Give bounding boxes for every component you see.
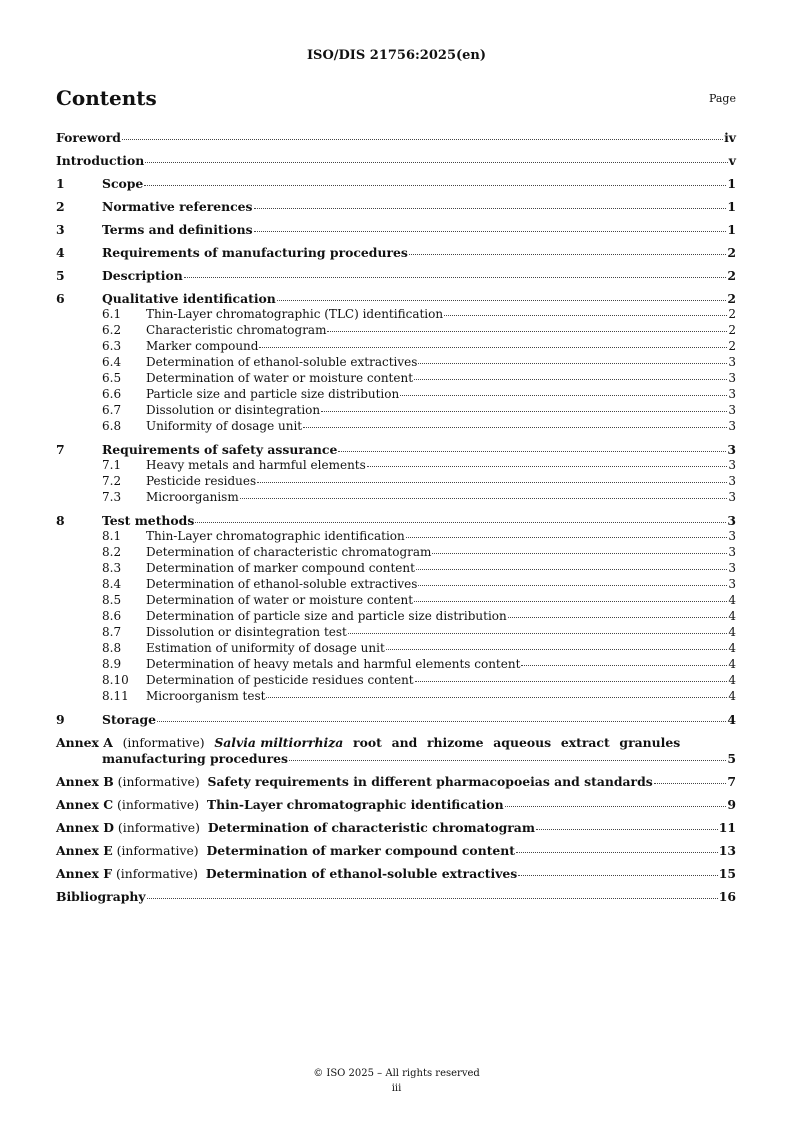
toc-title: Determination of heavy metals and harmful elements content xyxy=(146,657,521,671)
copyright-notice: © ISO 2025 – All rights reserved xyxy=(313,1068,480,1079)
toc-title: Test methods xyxy=(102,513,195,528)
toc-entry-section-1[interactable] xyxy=(56,176,736,192)
section-number: 9 xyxy=(56,712,65,727)
toc-title: Requirements of safety assurance xyxy=(102,442,338,457)
toc-page: 3 xyxy=(728,545,736,559)
toc-page: 3 xyxy=(728,371,736,385)
toc-entry-subsection-8-6[interactable] xyxy=(56,609,736,625)
toc-page: 4 xyxy=(728,641,736,655)
leader-dots xyxy=(416,568,727,570)
toc-page: 4 xyxy=(728,625,736,639)
annex-label: Annex E xyxy=(56,843,113,858)
leader-dots xyxy=(518,874,717,876)
toc-page: 1 xyxy=(727,222,736,237)
section-number: 7 xyxy=(56,442,65,457)
document-id: ISO/DIS 21756:2025(en) xyxy=(306,48,487,63)
toc-entry-subsection-8-5[interactable] xyxy=(56,593,736,609)
toc-page: 2 xyxy=(728,339,736,353)
toc-title: Determination of ethanol-soluble extractives xyxy=(146,355,418,369)
leader-dots xyxy=(289,759,726,761)
toc-title: Marker compound xyxy=(146,339,259,353)
toc-entry-foreword[interactable] xyxy=(56,130,736,146)
page-footer xyxy=(0,1066,793,1096)
toc-page: 4 xyxy=(728,657,736,671)
annex-info: (informative) xyxy=(117,797,200,812)
toc-entry-subsection-6-4[interactable] xyxy=(56,355,736,371)
subsection-number: 6.7 xyxy=(102,403,122,417)
subsection-number: 6.2 xyxy=(102,323,122,337)
toc-title: Characteristic chromatogram xyxy=(146,323,327,337)
toc-page: 1 xyxy=(727,176,736,191)
annex-title-word: granules xyxy=(619,735,681,750)
leader-dots xyxy=(414,378,727,380)
toc-title: Foreword xyxy=(56,130,121,145)
subsection-number: 8.11 xyxy=(102,689,129,703)
toc-entry-annex-a[interactable] xyxy=(56,735,736,767)
leader-dots xyxy=(184,276,727,278)
toc-title: Determination of marker compound content xyxy=(146,561,415,575)
leader-dots xyxy=(536,828,718,830)
toc-entry-annex-f[interactable] xyxy=(56,866,736,882)
toc-entry-annex-d[interactable] xyxy=(56,820,736,836)
leader-dots xyxy=(277,299,727,301)
toc-title: Pesticide residues xyxy=(146,474,257,488)
annex-label: Annex A xyxy=(56,735,113,750)
toc-title: Determination of marker compound content xyxy=(206,843,516,858)
toc-title: Storage xyxy=(102,712,157,727)
toc-entry-subsection-7-1[interactable] xyxy=(56,458,736,474)
toc-title: Normative references xyxy=(102,199,253,214)
toc-entry-subsection-8-4[interactable] xyxy=(56,577,736,593)
section-number: 4 xyxy=(56,245,65,260)
annex-title-word: extract xyxy=(560,735,610,750)
contents-title: Contents xyxy=(56,86,157,110)
subsection-number: 8.1 xyxy=(102,529,122,543)
toc-page: 7 xyxy=(727,774,736,789)
toc-page: 2 xyxy=(728,307,736,321)
annex-title-word: root xyxy=(353,735,382,750)
leader-dots xyxy=(516,851,718,853)
leader-dots xyxy=(157,720,726,722)
toc-sections xyxy=(56,176,736,735)
subsection-number: 8.4 xyxy=(102,577,122,591)
leader-dots xyxy=(321,410,727,412)
toc-title: Determination of characteristic chromatogram xyxy=(207,820,535,835)
leader-dots xyxy=(444,314,727,316)
toc-entry-annex-e[interactable] xyxy=(56,843,736,859)
annex-italic-title: Salvia miltiorrhiza xyxy=(214,735,344,750)
toc-title: Determination of water or moisture content xyxy=(146,371,414,385)
leader-dots xyxy=(432,552,727,554)
leader-dots xyxy=(266,696,727,698)
leader-dots xyxy=(654,782,727,784)
subsection-number: 7.1 xyxy=(102,458,122,472)
subsection-number: 8.2 xyxy=(102,545,122,559)
annex-title-continued: manufacturing procedures xyxy=(102,751,288,766)
toc-title: Microorganism xyxy=(146,490,239,504)
toc-title: Bibliography xyxy=(56,889,146,904)
toc-entry-section-3[interactable] xyxy=(56,222,736,238)
toc-page: 16 xyxy=(718,889,736,904)
annex-label: Annex F xyxy=(56,866,113,881)
toc-title: Particle size and particle size distribution xyxy=(146,387,400,401)
leader-dots xyxy=(144,184,726,186)
section-number: 1 xyxy=(56,176,65,191)
annex-info: (informative) xyxy=(116,843,199,858)
subsection-number: 8.10 xyxy=(102,673,129,687)
toc-page: 3 xyxy=(727,513,736,528)
toc-page: v xyxy=(728,153,736,168)
leader-dots xyxy=(508,616,728,618)
toc-title: Determination of pesticide residues content xyxy=(146,673,414,687)
section-number: 2 xyxy=(56,199,65,214)
leader-dots xyxy=(418,362,727,364)
subsection-number: 8.5 xyxy=(102,593,122,607)
toc-page: iv xyxy=(724,130,736,145)
toc-title: Dissolution or disintegration xyxy=(146,403,321,417)
toc-page: 3 xyxy=(728,458,736,472)
leader-dots xyxy=(254,207,727,209)
toc-title: Thin-Layer chromatographic identification xyxy=(206,797,504,812)
annex-info: (informative) xyxy=(117,820,200,835)
toc-entry-section-5[interactable] xyxy=(56,268,736,284)
subsection-number: 8.3 xyxy=(102,561,122,575)
leader-dots xyxy=(195,521,726,523)
leader-dots xyxy=(147,897,718,899)
toc-title: Dissolution or disintegration test xyxy=(146,625,347,639)
toc-entry-subsection-8-11[interactable] xyxy=(56,689,736,705)
toc-title: Qualitative identification xyxy=(102,291,276,306)
toc-page: 4 xyxy=(728,593,736,607)
subsection-number: 8.6 xyxy=(102,609,122,623)
toc-page: 4 xyxy=(728,609,736,623)
toc-entry-bibliography[interactable] xyxy=(56,889,736,905)
toc-entry-section-2[interactable] xyxy=(56,199,736,215)
annex-label: Annex C xyxy=(56,797,114,812)
toc-title: Description xyxy=(102,268,183,283)
toc-page: 2 xyxy=(727,291,736,306)
toc-entry-subsection-8-3[interactable] xyxy=(56,561,736,577)
subsection-number: 6.8 xyxy=(102,419,122,433)
leader-dots xyxy=(348,632,728,634)
toc-page: 13 xyxy=(718,843,736,858)
toc-title: Microorganism test xyxy=(146,689,266,703)
toc-page: 3 xyxy=(728,403,736,417)
page-number: iii xyxy=(391,1083,402,1094)
leader-dots xyxy=(406,536,728,538)
toc-entry-subsection-8-9[interactable] xyxy=(56,657,736,673)
toc-page: 4 xyxy=(728,673,736,687)
leader-dots xyxy=(367,465,728,467)
section-number: 6 xyxy=(56,291,65,306)
section-number: 3 xyxy=(56,222,65,237)
toc-page: 9 xyxy=(727,797,736,812)
toc-page: 3 xyxy=(728,355,736,369)
toc-entry-subsection-6-7[interactable] xyxy=(56,403,736,419)
leader-dots xyxy=(257,481,727,483)
subsection-number: 6.4 xyxy=(102,355,122,369)
toc-page: 4 xyxy=(728,689,736,703)
leader-dots xyxy=(386,648,728,650)
toc-page: 3 xyxy=(727,442,736,457)
subsection-number: 7.3 xyxy=(102,490,122,504)
toc-title: Thin-Layer chromatographic (TLC) identification xyxy=(146,307,444,321)
annex-info: (informative) xyxy=(115,866,198,881)
annex-title-word: rhizome xyxy=(427,735,484,750)
toc-entry-subsection-6-8[interactable] xyxy=(56,419,736,435)
toc-title: Determination of ethanol-soluble extractives xyxy=(205,866,518,881)
subsection-number: 6.6 xyxy=(102,387,122,401)
toc-title: Determination of ethanol-soluble extractives xyxy=(146,577,418,591)
leader-dots xyxy=(122,138,723,140)
toc-entry-annex-b[interactable] xyxy=(56,774,736,790)
toc-entry-section-7[interactable] xyxy=(56,442,736,458)
leader-dots xyxy=(259,346,727,348)
toc-title: Thin-Layer chromatographic identification xyxy=(146,529,405,543)
toc-page: 3 xyxy=(728,529,736,543)
toc-entry-subsection-6-3[interactable] xyxy=(56,339,736,355)
leader-dots xyxy=(415,680,728,682)
leader-dots xyxy=(240,497,728,499)
annex-title-word: and xyxy=(391,735,418,750)
toc-entry-subsection-7-3[interactable] xyxy=(56,490,736,506)
table-of-contents xyxy=(56,130,736,905)
toc-page: 3 xyxy=(728,474,736,488)
toc-page: 3 xyxy=(728,419,736,433)
annex-info: (informative) xyxy=(122,735,205,750)
toc-title: Terms and definitions xyxy=(102,222,253,237)
toc-page: 3 xyxy=(728,387,736,401)
toc-page: 15 xyxy=(718,866,736,881)
toc-title: Introduction xyxy=(56,153,145,168)
toc-entry-subsection-8-2[interactable] xyxy=(56,545,736,561)
toc-entry-section-8[interactable] xyxy=(56,513,736,529)
annex-info: (informative) xyxy=(117,774,200,789)
toc-entry-subsection-8-10[interactable] xyxy=(56,673,736,689)
toc-page: 3 xyxy=(728,490,736,504)
toc-page: 2 xyxy=(727,268,736,283)
subsection-number: 6.1 xyxy=(102,307,122,321)
toc-entry-subsection-6-5[interactable] xyxy=(56,371,736,387)
toc-entry-section-4[interactable] xyxy=(56,245,736,261)
subsection-number: 6.3 xyxy=(102,339,122,353)
toc-entry-subsection-6-6[interactable] xyxy=(56,387,736,403)
toc-entry-subsection-6-1[interactable] xyxy=(56,307,736,323)
leader-dots xyxy=(414,600,727,602)
annex-label: Annex D xyxy=(56,820,114,835)
subsection-number: 7.2 xyxy=(102,474,122,488)
toc-title: Requirements of manufacturing procedures xyxy=(102,245,408,260)
annex-title-word: aqueous xyxy=(493,735,552,750)
toc-title: Heavy metals and harmful elements xyxy=(146,458,366,472)
subsection-number: 8.9 xyxy=(102,657,122,671)
leader-dots xyxy=(521,664,727,666)
leader-dots xyxy=(505,805,727,807)
toc-page: 11 xyxy=(718,820,736,835)
toc-entry-introduction[interactable] xyxy=(56,153,736,169)
toc-entry-subsection-7-2[interactable] xyxy=(56,474,736,490)
toc-entry-subsection-8-8[interactable] xyxy=(56,641,736,657)
toc-title: Estimation of uniformity of dosage unit xyxy=(146,641,385,655)
leader-dots xyxy=(338,450,726,452)
toc-page: 3 xyxy=(728,561,736,575)
subsection-number: 6.5 xyxy=(102,371,122,385)
toc-annexes xyxy=(56,774,736,889)
leader-dots xyxy=(254,230,727,232)
toc-entry-subsection-8-7[interactable] xyxy=(56,625,736,641)
subsection-number: 8.8 xyxy=(102,641,122,655)
toc-entry-section-9[interactable] xyxy=(56,712,736,728)
leader-dots xyxy=(400,394,727,396)
toc-entry-subsection-8-1[interactable] xyxy=(56,529,736,545)
toc-page: 2 xyxy=(728,323,736,337)
toc-page: 2 xyxy=(727,245,736,260)
leader-dots xyxy=(418,584,727,586)
leader-dots xyxy=(409,253,727,255)
toc-title: Determination of particle size and particle size distribution xyxy=(146,609,507,623)
leader-dots xyxy=(145,161,728,163)
subsection-number: 8.7 xyxy=(102,625,122,639)
toc-entry-annex-c[interactable] xyxy=(56,797,736,813)
toc-title: Uniformity of dosage unit xyxy=(146,419,303,433)
toc-title: Safety requirements in different pharmacopoeias and standards xyxy=(207,774,653,789)
toc-entry-subsection-6-2[interactable] xyxy=(56,323,736,339)
annex-label: Annex B xyxy=(56,774,114,789)
toc-page: 5 xyxy=(727,751,736,766)
toc-entry-section-6[interactable] xyxy=(56,291,736,307)
page-column-label: Page xyxy=(708,92,736,105)
toc-page: 4 xyxy=(727,712,736,727)
toc-title: Determination of water or moisture content xyxy=(146,593,414,607)
toc-title: Scope xyxy=(102,176,144,191)
section-number: 5 xyxy=(56,268,65,283)
toc-title: Determination of characteristic chromatogram xyxy=(146,545,432,559)
toc-page: 1 xyxy=(727,199,736,214)
toc-page: 3 xyxy=(728,577,736,591)
leader-dots xyxy=(327,330,727,332)
leader-dots xyxy=(303,426,727,428)
section-number: 8 xyxy=(56,513,65,528)
